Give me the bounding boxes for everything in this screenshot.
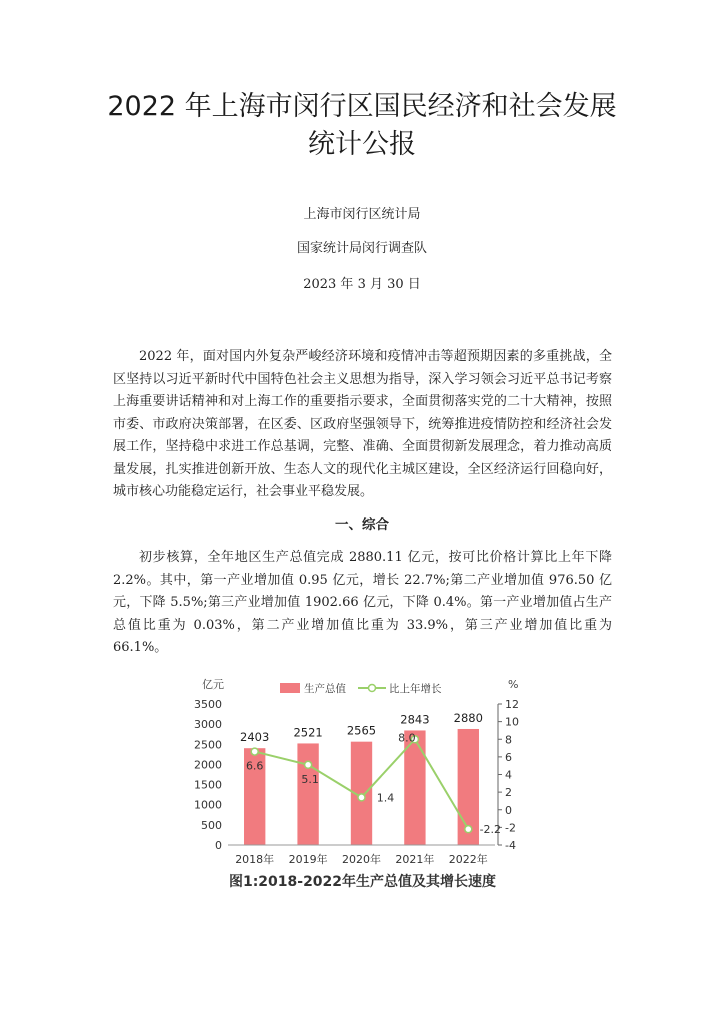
y-tick-label: 1500 (194, 778, 222, 792)
gdp-chart (190, 672, 535, 897)
y-tick-label: 1000 (194, 798, 222, 812)
y-tick-label: 2500 (194, 738, 222, 752)
y2-tick-label: -2 (505, 821, 516, 835)
figure-caption: 图1:2018-2022年生产总值及其增长速度 (228, 874, 497, 890)
bar-value-label: 2565 (346, 723, 377, 738)
y-tick-label: 2000 (194, 758, 222, 772)
section-heading-overview: 一、综合 (335, 517, 389, 533)
growth-value-label: -2.2 (479, 823, 502, 837)
y-tick-label: 0 (215, 839, 222, 852)
report-title-line1: 2022 年上海市闵行区国民经济和社会发展 (107, 91, 617, 122)
publish-date: 2023 年 3 月 30 日 (303, 277, 421, 292)
growth-point (465, 826, 472, 833)
y2-tick-label: 12 (505, 698, 519, 711)
growth-point (305, 761, 312, 768)
y2-tick-label: 2 (505, 786, 512, 800)
y-tick-label: 3000 (194, 718, 222, 732)
right-axis-unit: % (508, 678, 519, 691)
overview-paragraph: 初步核算，全年地区生产总值完成 2880.11 亿元，按可比价格计算比上年下降 2.2%。其中，第一产业增加值 0.95 亿元，增长 22.7%;第二产业增加值 976.50 亿元，下降 5.5%;第三产业增加值 1902.66 亿元，下降 0.4%。第一产业增加值占生产总值比重为 0.03%，第二产业增加值比重为 33.9%，第三产业增加值比重为 66.1%。 (113, 550, 612, 655)
issuer-statistics-bureau: 上海市闵行区统计局 (303, 207, 421, 222)
gdp-chart-svg (190, 672, 535, 872)
growth-point (251, 748, 258, 755)
legend-swatch-gdp (280, 683, 300, 693)
y2-tick-label: 0 (505, 803, 512, 817)
y2-tick-label: 6 (505, 750, 512, 764)
x-tick-label: 2022年 (448, 853, 488, 866)
intro-paragraph: 2022 年，面对国内外复杂严峻经济环境和疫情冲击等超预期因素的多重挑战，全区坚持以习近平新时代中国特色社会主义思想为指导，深入学习领会习近平总书记考察上海重要讲话精神和对上海工作的重要指示要求，全面贯彻落实党的二十大精神，按照市委、市政府决策部署，在区委、区政府坚强领导下，统筹推进疫情防控和经济社会发展工作，坚持稳中求进工作总基调，完整、准确、全面贯彻新发展理念，着力推动高质量发展，扎实推进创新开放、生态人文的现代化主城区建设，全区经济运行回稳向好，城市核心功能稳定运行，社会事业平稳发展。 (113, 349, 612, 499)
legend-label-growth: 比上年增长 (389, 683, 442, 695)
growth-value-label: 8.0 (398, 731, 416, 745)
x-tick-label: 2021年 (395, 853, 435, 866)
y2-tick-label: -4 (505, 839, 516, 852)
y2-tick-label: 4 (505, 768, 512, 782)
y-tick-label: 3500 (194, 698, 222, 711)
issuer-survey-team: 国家统计局闵行调查队 (296, 241, 427, 256)
x-tick-label: 2019年 (288, 853, 328, 866)
legend-label-gdp: 生产总值 (304, 683, 346, 695)
left-axis-unit: 亿元 (202, 678, 224, 691)
x-tick-label: 2020年 (342, 853, 381, 866)
x-tick-label: 2018年 (235, 853, 275, 866)
report-title-line2: 统计公报 (308, 129, 416, 160)
y2-tick-label: 10 (505, 715, 519, 729)
bar-value-label: 2403 (240, 730, 270, 745)
bar-value-label: 2880 (453, 710, 483, 725)
growth-value-label: 1.4 (376, 791, 395, 805)
bar-value-label: 2521 (293, 725, 323, 740)
growth-point (358, 794, 365, 801)
growth-value-label: 6.6 (245, 759, 264, 773)
bar-value-label: 2843 (400, 712, 430, 727)
bar-2019年 (297, 743, 318, 845)
y-tick-label: 500 (201, 818, 222, 832)
growth-value-label: 5.1 (301, 772, 319, 786)
y2-tick-label: 8 (505, 733, 512, 747)
legend-marker-growth (369, 685, 376, 692)
